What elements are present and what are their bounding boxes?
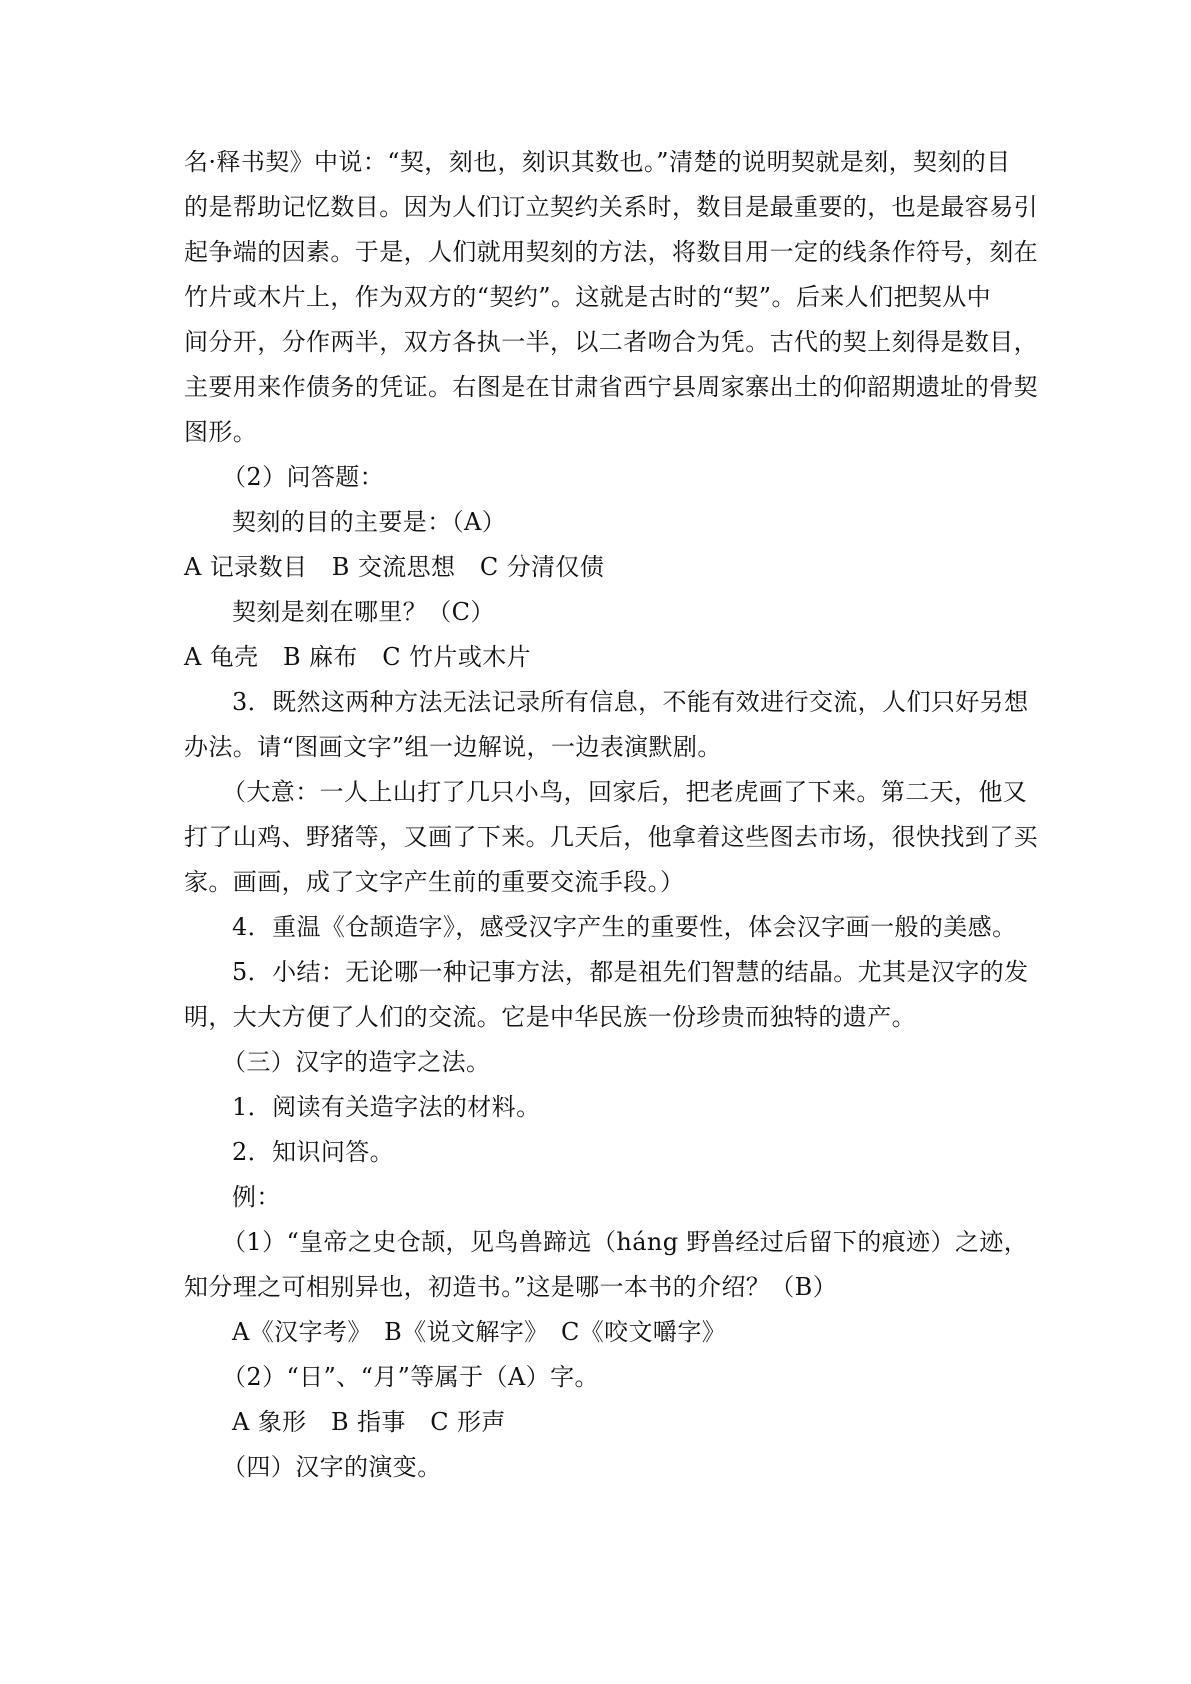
text-line: 1．阅读有关造字法的材料。 (232, 1093, 541, 1121)
question-text: 知分理之可相别异也，初造书。”这是哪一本书的介绍？（B） (184, 1273, 838, 1301)
question-text: 契刻是刻在哪里？（C） (232, 598, 495, 626)
text-line: 名·释书契》中说：“契，刻也，刻识其数也。”清楚的说明契就是刻，契刻的目 (184, 148, 1011, 176)
question-text: 契刻的目的主要是：（A） (232, 508, 507, 536)
answer-options: A 龟壳 B 麻布 C 竹片或木片 (184, 643, 532, 671)
answer-options: A《汉字考》 B《说文解字》 C《咬文嚼字》 (232, 1318, 727, 1346)
text-line: 图形。 (184, 418, 258, 446)
text-line: 起争端的因素。于是，人们就用契刻的方法，将数目用一定的线条作符号，刻在 (184, 238, 1038, 266)
text-line: 竹片或木片上，作为双方的“契约”。这就是古时的“契”。后来人们把契从中 (184, 283, 992, 311)
text-line: 打了山鸡、野猪等，又画了下来。几天后，他拿着这些图去市场，很快找到了买 (184, 823, 1038, 851)
text-line: 主要用来作债务的凭证。右图是在甘肃省西宁县周家寨出土的仰韶期遗址的骨契 (184, 373, 1038, 401)
text-line: 例： (232, 1183, 281, 1211)
text-line: 2．知识问答。 (232, 1138, 395, 1166)
section-heading: （四）汉字的演变。 (222, 1453, 442, 1481)
section-heading: （2）问答题： (222, 463, 385, 491)
text-line: 4．重温《仓颉造字》，感受汉字产生的重要性，体会汉字画一般的美感。 (232, 913, 1017, 941)
text-line: （大意：一人上山打了几只小鸟，回家后，把老虎画了下来。第二天，他又 (222, 778, 1028, 806)
answer-options: A 记录数目 B 交流思想 C 分清仅债 (184, 553, 605, 581)
text-line: 5．小结：无论哪一种记事方法，都是祖先们智慧的结晶。尤其是汉字的发 (232, 958, 1029, 986)
text-line: 3．既然这两种方法无法记录所有信息，不能有效进行交流，人们只好另想 (232, 688, 1029, 716)
question-text: （2）“日”、“月”等属于（A）字。 (222, 1363, 599, 1391)
text-line: 间分开，分作两半，双方各执一半，以二者吻合为凭。古代的契上刻得是数目， (184, 328, 1038, 356)
answer-options: A 象形 B 指事 C 形声 (232, 1408, 506, 1436)
text-line: 办法。请“图画文字”组一边解说，一边表演默剧。 (184, 733, 722, 761)
question-text: （1）“皇帝之史仓颉，见鸟兽蹄迒（háng 野兽经过后留下的痕迹）之迹， (222, 1228, 1029, 1256)
text-line: 家。画画，成了文字产生前的重要交流手段。） (184, 868, 685, 896)
section-heading: （三）汉字的造字之法。 (222, 1048, 491, 1076)
text-line: 的是帮助记忆数目。因为人们订立契约关系时，数目是最重要的，也是最容易引 (184, 193, 1038, 221)
text-line: 明，大大方便了人们的交流。它是中华民族一份珍贵而独特的遗产。 (184, 1003, 916, 1031)
